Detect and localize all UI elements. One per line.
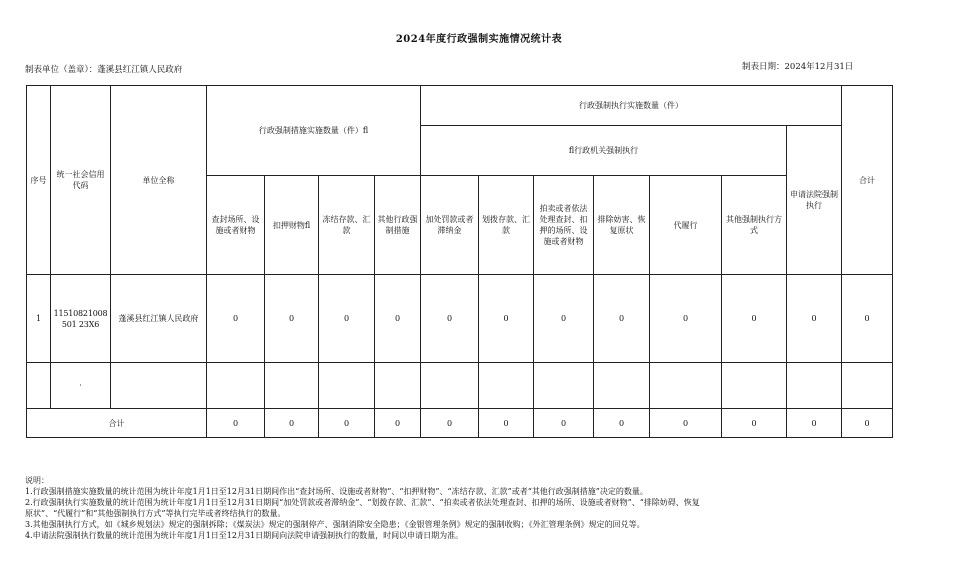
row-unit-name: 蓬溪县红江镇人民政府 [111,275,207,363]
header-exec-restore: 排除妨害、恢复原状 [594,176,650,275]
cell-value: 0 [319,275,375,363]
cell-value [650,363,722,409]
cell-value [207,363,265,409]
header-measure-other: 其他行政强制措施 [375,176,421,275]
cell-value [421,363,479,409]
report-date-label: 制表日期：2024年12月31日 [742,62,854,72]
header-credit-code: 统一社会信用代码 [51,86,111,275]
total-value: 0 [421,409,479,438]
header-exec-auction: 拍卖或者依法处理查封、扣押的场所、设施或者财物 [534,176,594,275]
total-row-label: 合计 [27,409,207,438]
header-exec-fine: 加处罚款或者滞纳金 [421,176,479,275]
total-value: 0 [375,409,421,438]
total-value: 0 [319,409,375,438]
statistics-table [26,85,893,438]
cell-value: 0 [265,275,319,363]
note-line: 1.行政强制措施实施数量的统计范围为统计年度1月1日至12月31日期间作出“查封场所、设施或者财物”、“扣押财物”、“冻结存款、汇款”或者“其他行政强制措施”决定的数量。 [25,487,648,496]
cell-value [319,363,375,409]
header-exec-substitute: 代履行 [650,176,722,275]
cell-value [265,363,319,409]
cell-value: 0 [479,275,534,363]
cell-value: 0 [207,275,265,363]
total-value: 0 [722,409,787,438]
table-row [27,363,893,409]
cell-value [787,363,842,409]
page-title: 2024年度行政强制实施情况统计表 [395,34,563,45]
header-measures-group: 行政强制措施实施数量（件）fl [207,86,421,176]
header-admin-exec-group: fl行政机关强制执行 [421,126,787,176]
cell-value: 0 [650,275,722,363]
total-value: 0 [787,409,842,438]
notes-section [25,475,935,541]
cell-value: 0 [534,275,594,363]
total-value: 0 [594,409,650,438]
total-value: 0 [534,409,594,438]
cell-value [842,363,893,409]
row-seq: 1 [27,275,51,363]
total-value: 0 [842,409,893,438]
header-exec-transfer: 划拨存款、汇款 [479,176,534,275]
header-unit-name: 单位全称 [111,86,207,275]
total-value: 0 [650,409,722,438]
row-unit-name [111,363,207,409]
note-line: 原状”、“代履行”和“其他强制执行方式”等执行完毕或者终结执行的数量。 [25,509,286,518]
cell-value [534,363,594,409]
header-seq: 序号 [27,86,51,275]
reporting-unit-label: 制表单位（盖章）：蓬溪县红江镇人民政府 [25,65,183,75]
cell-value [375,363,421,409]
note-line: 4.申请法院强制执行数量的统计范围为统计年度1月1日至12月31日期间向法院申请强制执行的数量，时间以申请日期为准。 [25,531,464,540]
cell-value: 0 [375,275,421,363]
cell-value [594,363,650,409]
header-exec-other: 其他强制执行方式 [722,176,787,275]
header-measure-freeze: 冻结存款、汇款 [319,176,375,275]
header-total: 合计 [842,86,893,275]
note-line: 3.其他强制执行方式，如《城乡规划法》规定的强制拆除；《煤炭法》规定的强制停产、强制消除安全隐患；《金银管理条例》规定的强制收购；《外汇管理条例》规定的回兑等。 [25,520,645,529]
header-execution-group: 行政强制执行实施数量（件） [421,86,842,126]
row-credit-code: · [51,363,111,409]
notes-heading: 说明： [25,476,49,485]
header-apply-court: 申请法院强制执行 [787,126,842,275]
total-row [27,409,893,438]
cell-value: 0 [722,275,787,363]
cell-value [722,363,787,409]
header-measure-seal: 查封场所、设施或者财物 [207,176,265,275]
total-value: 0 [265,409,319,438]
cell-value: 0 [421,275,479,363]
cell-value: 0 [594,275,650,363]
row-credit-code: 11510821008501 23X6 [51,275,111,363]
cell-value: 0 [787,275,842,363]
cell-value: 0 [842,275,893,363]
cell-value [479,363,534,409]
total-value: 0 [479,409,534,438]
note-line: 2.行政强制执行实施数量的统计范围为统计年度1月1日至12月31日期间“加处罚款或者滞纳金”、“划拨存款、汇款”、“拍卖或者依法处理查封、扣押的场所、设施或者财物”、“排除妨碍、恢复 [25,498,700,507]
table-row [27,275,893,363]
total-value: 0 [207,409,265,438]
header-measure-detain: 扣押财物fl [265,176,319,275]
row-seq [27,363,51,409]
